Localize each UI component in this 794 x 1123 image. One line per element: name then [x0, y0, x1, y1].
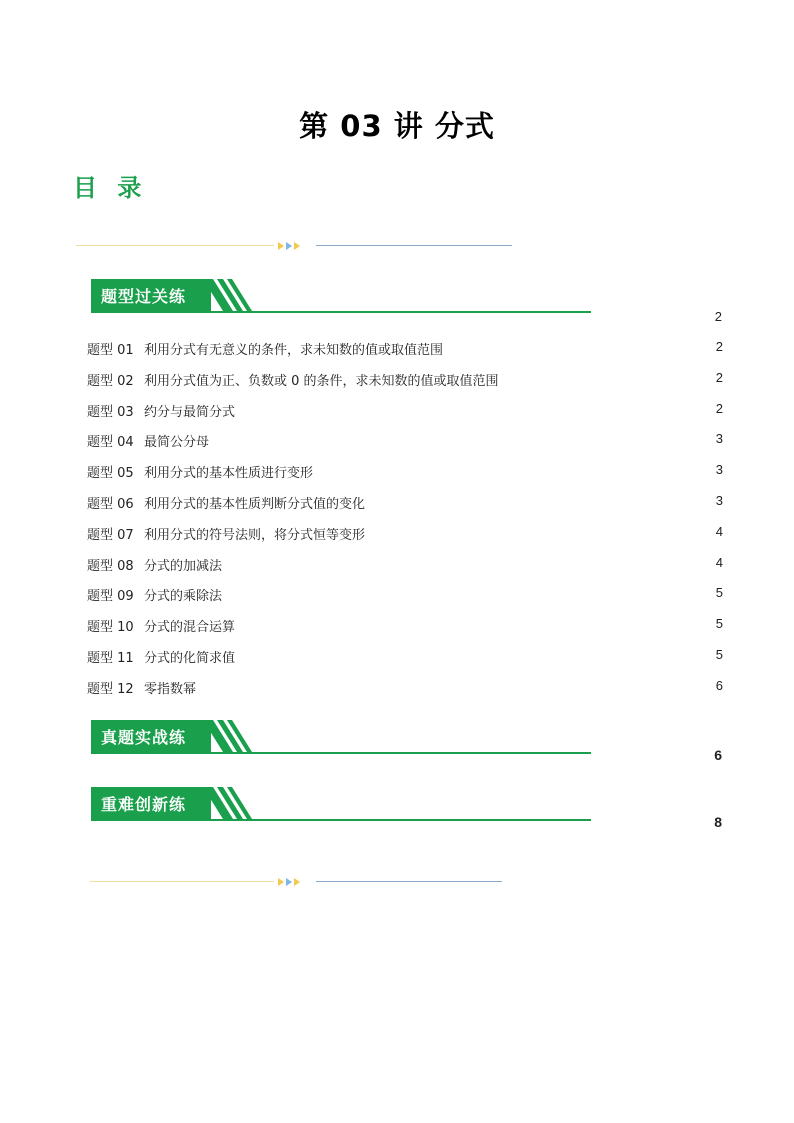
- toc-item-text: 分式的加减法: [144, 559, 223, 574]
- toc-item[interactable]: [87, 524, 723, 544]
- toc-item-page: 4: [715, 555, 723, 570]
- top-divider: [76, 242, 516, 250]
- toc-heading: 目 录: [73, 174, 148, 202]
- toc-item-page: 2: [715, 401, 723, 416]
- toc-item-text: 利用分式值为正、负数或 0 的条件，求未知数的值或取值范围: [144, 374, 499, 389]
- toc-item[interactable]: [87, 616, 723, 636]
- toc-item[interactable]: [87, 647, 723, 667]
- section-label: 重难创新练: [101, 795, 187, 814]
- toc-item-code: 题型 09: [87, 589, 134, 604]
- section-page-number: 8: [714, 814, 722, 830]
- section-page-number: 2: [714, 309, 722, 324]
- toc-item[interactable]: [87, 585, 723, 605]
- stripes-icon: [203, 279, 253, 313]
- toc-item-text: 分式的乘除法: [144, 589, 223, 604]
- toc-item[interactable]: [87, 431, 723, 451]
- toc-item-text: 约分与最简分式: [144, 405, 236, 420]
- toc-item[interactable]: [87, 401, 723, 421]
- toc-item-code: 题型 11: [87, 651, 134, 666]
- toc-item-page: 4: [715, 524, 723, 539]
- section-label: 题型过关练: [101, 287, 187, 306]
- toc-item[interactable]: [87, 555, 723, 575]
- section-label: 真题实战练: [101, 728, 187, 747]
- toc-item-code: 题型 08: [87, 559, 134, 574]
- section-banner-exam[interactable]: [91, 720, 591, 754]
- toc-item[interactable]: [87, 370, 723, 390]
- toc-item-text: 利用分式的基本性质进行变形: [144, 466, 314, 481]
- toc-item-text: 分式的混合运算: [144, 620, 236, 635]
- section-underline: [91, 819, 591, 821]
- toc-item-code: 题型 02: [87, 374, 134, 389]
- toc-item-code: 题型 04: [87, 435, 134, 450]
- toc-item-page: 3: [715, 493, 723, 508]
- toc-item-code: 题型 10: [87, 620, 134, 635]
- toc-item-text: 最简公分母: [144, 435, 210, 450]
- section-banner-bg: [91, 787, 211, 819]
- section-underline: [91, 311, 591, 313]
- toc-item-page: 3: [715, 462, 723, 477]
- toc-item[interactable]: [87, 339, 723, 359]
- stripes-icon: [203, 720, 253, 754]
- toc-item-code: 题型 05: [87, 466, 134, 481]
- section-page-number: 6: [714, 747, 722, 763]
- toc-item-page: 5: [715, 616, 723, 631]
- section-banner-practice[interactable]: [91, 279, 591, 313]
- toc-item-page: 2: [715, 370, 723, 385]
- section-banner-bg: [91, 720, 211, 752]
- toc-item-code: 题型 07: [87, 528, 134, 543]
- toc-item-page: 5: [715, 647, 723, 662]
- toc-item-code: 题型 03: [87, 405, 134, 420]
- divider-line-left: [90, 881, 274, 882]
- document-title: 第 03 讲 分式: [299, 109, 495, 143]
- toc-item[interactable]: [87, 462, 723, 482]
- toc-item-text: 利用分式的基本性质判断分式值的变化: [144, 497, 366, 512]
- bottom-divider: [90, 878, 504, 886]
- toc-item-text: 分式的化简求值: [144, 651, 236, 666]
- arrows-icon: [278, 242, 302, 250]
- divider-line-left: [76, 245, 274, 246]
- section-banner-bg: [91, 279, 211, 311]
- toc-item-page: 5: [715, 585, 723, 600]
- toc-item-code: 题型 12: [87, 682, 134, 697]
- toc-item[interactable]: [87, 493, 723, 513]
- toc-item-text: 零指数幂: [144, 682, 197, 697]
- toc-item-code: 题型 06: [87, 497, 134, 512]
- toc-item-code: 题型 01: [87, 343, 134, 358]
- arrows-icon: [278, 878, 302, 886]
- toc-item-text: 利用分式的符号法则，将分式恒等变形: [144, 528, 366, 543]
- stripes-icon: [203, 787, 253, 821]
- toc-item-page: 6: [715, 678, 723, 693]
- divider-line-right: [316, 245, 512, 246]
- toc-item-page: 2: [715, 339, 723, 354]
- divider-line-right: [316, 881, 502, 882]
- toc-item-page: 3: [715, 431, 723, 446]
- section-underline: [91, 752, 591, 754]
- toc-item-text: 利用分式有无意义的条件，求未知数的值或取值范围: [144, 343, 444, 358]
- toc-item[interactable]: [87, 678, 723, 698]
- section-banner-challenge[interactable]: [91, 787, 591, 821]
